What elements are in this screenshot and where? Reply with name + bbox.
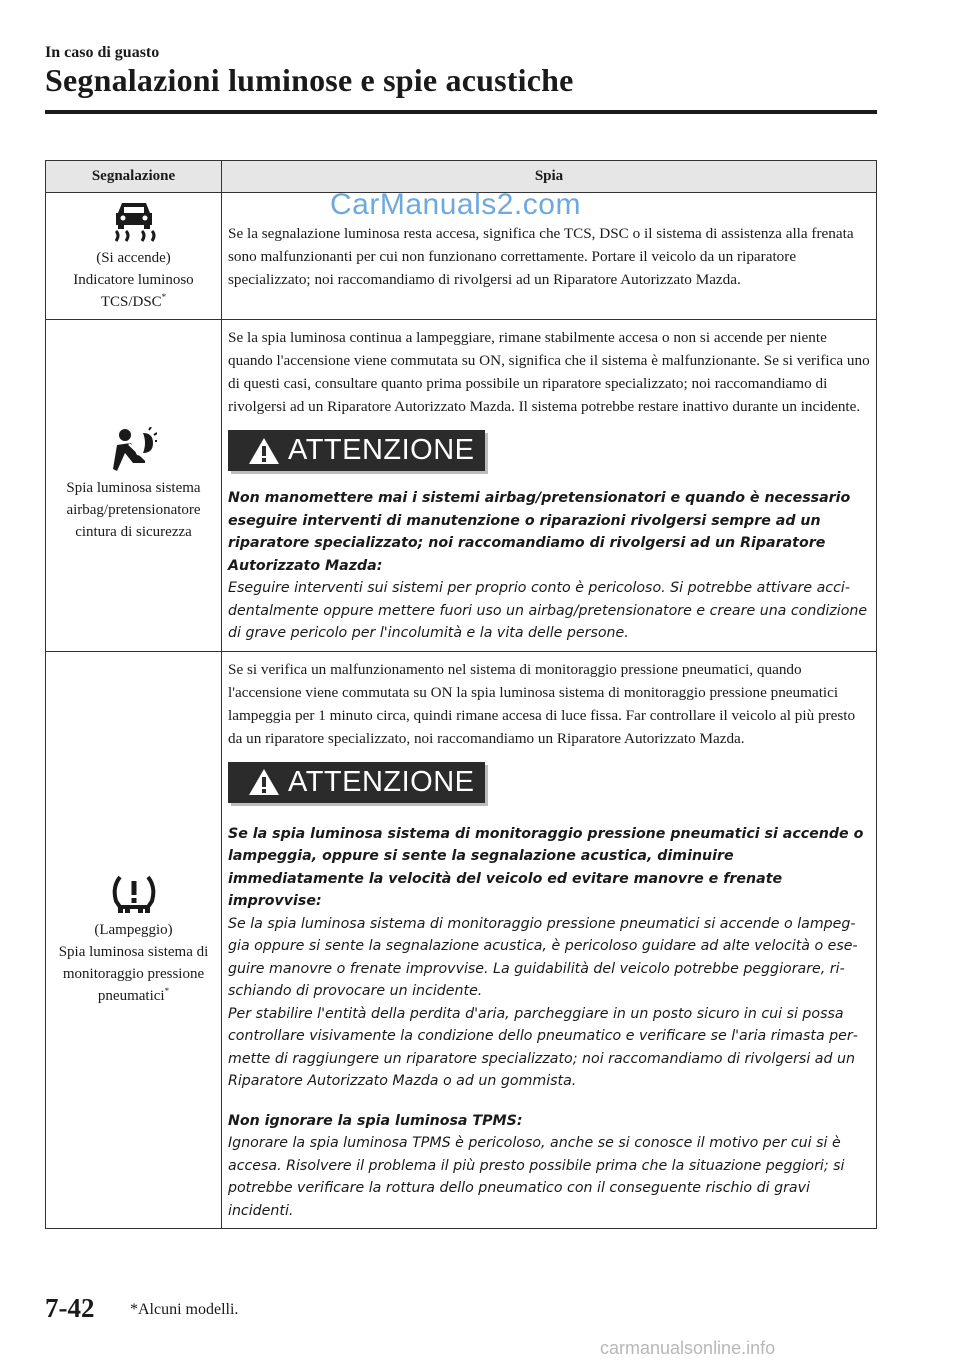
warning-body: Eseguire interventi sui sistemi per proprio conto è pericoloso. Si potrebbe attivare accidentalmente oppure mettere fuori uso un airbag/pretensionatore e creare una condizione di grave pericolo per l'incolumità e la vita delle persone. [228, 580, 868, 641]
signal-state: (Si accende) [96, 250, 171, 266]
footnote-mark: * [164, 985, 170, 996]
footnote-mark: * [161, 292, 167, 302]
warning-body: Se la spia luminosa sistema di monitoraggio pressione pneumatici si accende o lampeggia oppure si sente la segnalazione acustica, è pericoloso guidare ad alte velocità o eseguire manovre o frenate improvvise. La guidabilità del veicolo potrebbe peggiorare, rischiando di provocare un incidente. [228, 915, 858, 999]
signal-label-model: TCS/DSC* [100, 292, 167, 310]
warning-banner [228, 430, 485, 471]
warning-label: ATTENZIONE [288, 765, 475, 798]
warning-heading: Non manomettere mai i sistemi airbag/pretensionatori e quando è necessario eseguire interventi di manutenzione o riparazioni rivolgersi sempre ad un riparatore specializzato; noi raccomandiamo di rivolgersi ad un Riparatore Autorizzato Mazda: [228, 490, 851, 574]
column-header-signal: Segnalazione [46, 161, 222, 193]
header-divider [45, 110, 877, 114]
airbag-icon [111, 427, 157, 473]
description-cell [222, 320, 877, 652]
page-title: Segnalazioni luminose e spie acustiche [45, 62, 574, 98]
section-title: In caso di guasto [45, 44, 160, 61]
tpms-icon [110, 873, 158, 915]
watermark-bottom: carmanualsonline.info [600, 1338, 776, 1358]
footnote: *Alcuni modelli. [130, 1301, 239, 1318]
warning-banner [228, 762, 485, 803]
table-row [46, 320, 877, 652]
column-header-spia: Spia [222, 161, 877, 193]
description-text: Se la segnalazione luminosa resta accesa, significa che TCS, DSC o il sistema di assistenza alla frenata sono malfunzionanti per cui non funzionano correttamente. Portare il veicolo da un riparatore specializzato; noi raccomandiamo di rivolgersi ad un Riparatore Autorizzato Mazda. [228, 224, 854, 288]
warning-heading-2: Non ignorare la spia luminosa TPMS: [228, 1112, 523, 1129]
watermark-top: CarManuals2.com [330, 188, 581, 221]
signal-cell [46, 193, 222, 320]
tcs-dsc-icon [110, 199, 158, 243]
warning-triangle-icon [248, 768, 280, 796]
signal-label: Spia luminosa sistema airbag/pretensionatore cintura di sicurezza [66, 480, 201, 541]
signal-cell [46, 320, 222, 652]
warning-text [228, 823, 870, 1223]
warning-text [228, 487, 870, 645]
warning-heading: Se la spia luminosa sistema di monitoraggio pressione pneumatici si accende o lampeggia, oppure si sente la segnalazione acustica, diminuire immediatamente la velocità del veicolo ed evitare manovre e frenate improvvise: [228, 825, 864, 909]
warning-body-3: Ignorare la spia luminosa TPMS è pericoloso, anche se si conosce il motivo per cui si è accesa. Risolvere il problema il più presto possibile prima che la situazione peggiori; si potrebbe verificare la rottura dello pneumatico con il conseguente rischio di gravi incidenti. [228, 1135, 845, 1219]
warning-triangle-icon [248, 437, 280, 465]
warning-lights-table [45, 160, 877, 1229]
signal-cell [46, 651, 222, 1229]
signal-label: Indicatore luminoso [73, 272, 194, 288]
description-cell [222, 651, 877, 1229]
signal-state: (Lampeggio) [94, 921, 173, 938]
page-number: 7-42 [45, 1293, 95, 1323]
signal-label: Spia luminosa sistema di monitoraggio pressione pneumatici* [58, 943, 209, 1004]
table-row [46, 651, 877, 1229]
description-text: Se si verifica un malfunzionamento nel sistema di monitoraggio pressione pneumatici, quando l'accensione viene commutata su ON la spia luminosa sistema di monitoraggio pressione pneumatici lampeggia per 1 minuto circa, quindi rimane accesa di luce fissa. Far controllare il veicolo al più presto da un riparatore specializzato, noi raccomandiamo un Riparatore Autorizzato Mazda. [228, 660, 856, 747]
warning-body-2: Per stabilire l'entità della perdita d'aria, parcheggiare in un posto sicuro in cui si possa controllare visivamente la condizione dello pneumatico e verificare se l'aria rimasta permette di raggiungere un riparatore specializzato; noi raccomandiamo di rivolgersi ad un Riparatore Autorizzato Mazda o ad un gommista. [228, 1005, 858, 1089]
warning-label: ATTENZIONE [288, 434, 475, 466]
description-text: Se la spia luminosa continua a lampeggiare, rimane stabilmente accesa o non si accende per niente quando l'accensione viene commutata su ON, significa che il sistema è malfunzionante. Se si verifica uno di questi casi, consultare quanto prima possibile un riparatore specializzato; noi raccomandiamo di rivolgersi ad un Riparatore Autorizzato Mazda. Il sistema potrebbe restare inattivo durante un incidente. [228, 329, 870, 415]
